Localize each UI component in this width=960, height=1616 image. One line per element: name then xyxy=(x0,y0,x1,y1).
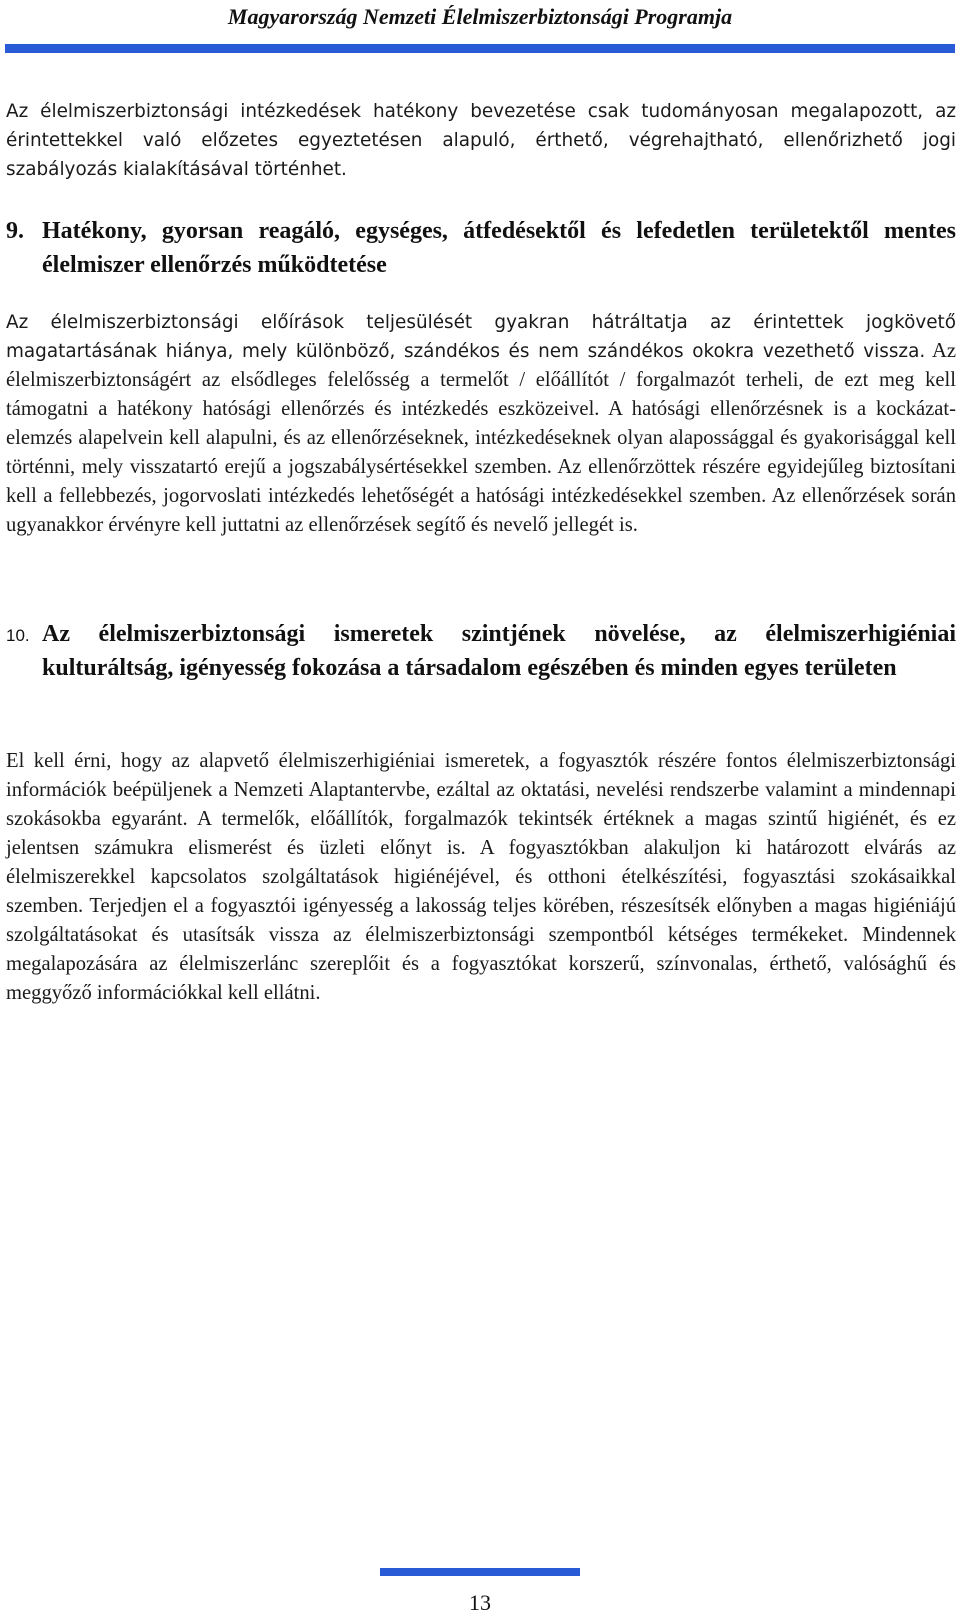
section-9-paragraph-part1: Az élelmiszerbiztonsági előírások teljesülését gyakran hátráltatja az érintettek jogkövető magatartásának hiánya, mely különböző, szándékos és nem szándékos okokra vezethető vissza. xyxy=(6,312,956,362)
header-rule xyxy=(5,44,955,53)
section-10-heading xyxy=(6,617,956,685)
section-9-paragraph-part2: Az élelmiszerbiztonságért az elsődleges felelősség a termelőt / előállítót / forgalmazót terheli, de ezt meg kell támogatni a hatékony hatósági ellenőrzés és intézkedés eszközeivel. A hatósági ellenőrzésnek is a kockázat-elemzés alapelvein kell alapulni, és az ellenőrzéseknek, intézkedéseknek olyan alapossággal és gyakorisággal kell történni, mely visszatartó erejű a jogszabálysértésekkel szemben. Az ellenőrzöttek részére egyidejűleg biztosítani kell a fellebbezés, jogorvoslati intézkedés lehetőségét a hatósági intézkedésekkel szemben. Az ellenőrzések során ugyanakkor érvényre kell juttatni az ellenőrzések segítő és nevelő jellegét is. xyxy=(6,340,956,536)
section-9-number: 9. xyxy=(6,218,24,244)
section-10-number: 10. xyxy=(6,626,30,645)
page-header-title: Magyarország Nemzeti Élelmiszerbiztonsági Programja xyxy=(227,4,733,29)
page-number: 13 xyxy=(469,1590,491,1615)
section-10-paragraph: El kell érni, hogy az alapvető élelmiszerhigiéniai ismeretek, a fogyasztók részére fontos élelmiszerbiztonsági információk beépüljenek a Nemzeti Alaptantervbe, ezáltal az oktatási, nevelési rendszerbe valamint a mindennapi szokásokba egyaránt. A termelők, előállítók, forgalmazók tekintsék értéknek a magas szintű higiénét, és ez jelentsen számukra elismerést és üzleti előnyt is. A fogyasztókban alakuljon ki határozott elvárás az élelmiszerekkel kapcsolatos szolgáltatások higiénéjével, és otthoni ételkészítési, fogyasztási szokásaikkal szemben. Terjedjen el a fogyasztói igényesség a lakosság teljes körében, részesítsék előnyben a magas higiéniájú szolgáltatásokat és utasítsák vissza az élelmiszerbiztonsági szempontból kétséges termékeket. Mindennek megalapozására az élelmiszerlánc szereplőit és a fogyasztókat korszerű, színvonalas, érthető, valósághű és meggyőző információkkal kell ellátni. xyxy=(6,750,956,1004)
section-9-title: Hatékony, gyorsan reagáló, egységes, átfedésektől és lefedetlen területektől mentes élelmiszer ellenőrzés működtetése xyxy=(42,218,956,278)
footer-rule xyxy=(380,1568,580,1576)
section-9-paragraph xyxy=(6,308,956,540)
section-9-heading xyxy=(6,214,956,282)
intro-paragraph: Az élelmiszerbiztonsági intézkedések hatékony bevezetése csak tudományosan megalapozott, az érintettekkel való előzetes egyeztetésen alapuló, érthető, végrehajtható, ellenőrizhető jogi szabályozás kialakításával történhet. xyxy=(6,101,956,180)
section-10-title: Az élelmiszerbiztonsági ismeretek szintjének növelése, az élelmiszerhigiéniai kulturáltság, igényesség fokozása a társadalom egészében és minden egyes területen xyxy=(42,621,956,681)
